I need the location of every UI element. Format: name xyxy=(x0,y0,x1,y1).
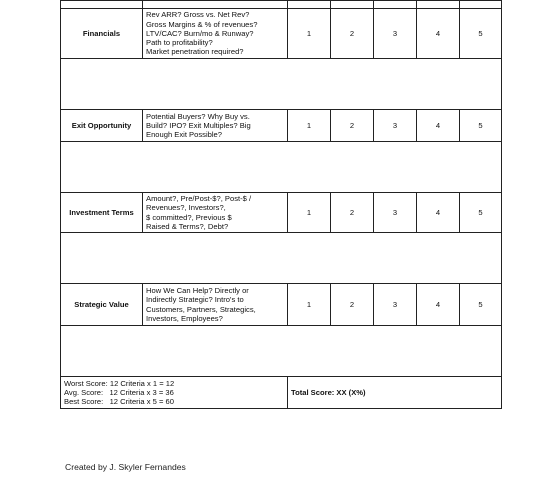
description-line: Build? IPO? Exit Multiples? Big xyxy=(146,120,251,130)
criteria-row-investment-terms xyxy=(61,193,502,233)
description-line: Potential Buyers? Why Buy vs. xyxy=(146,111,250,121)
criteria-description xyxy=(143,284,288,326)
notes-cell[interactable] xyxy=(61,59,502,110)
score-cell-3[interactable]: 3 xyxy=(374,193,417,233)
criteria-row-financials xyxy=(61,9,502,59)
description-line: Market penetration required? xyxy=(146,47,244,57)
score-cell-1[interactable]: 1 xyxy=(288,9,331,59)
description-line: Amount?, Pre/Post-$?, Post-$ / xyxy=(146,193,252,203)
description-line: LTV/CAC? Burn/mo & Runway? xyxy=(146,28,254,38)
description-line: Revenues?, Investors?, xyxy=(146,203,226,213)
notes-row-investment-terms xyxy=(61,233,502,284)
worst-score-text: Worst Score: 12 Criteria x 1 = 12 xyxy=(64,378,175,388)
score-cell-5[interactable]: 5 xyxy=(460,193,502,233)
score-cell-1[interactable]: 1 xyxy=(288,110,331,142)
criteria-label: Strategic Value xyxy=(61,284,143,326)
criteria-row-exit-opportunity xyxy=(61,110,502,142)
description-line: $ committed?, Previous $ xyxy=(146,212,232,222)
notes-row-financials xyxy=(61,59,502,110)
notes-cell[interactable] xyxy=(61,233,502,284)
description-line: How We Can Help? Directly or xyxy=(146,285,249,295)
score-cell-2[interactable]: 2 xyxy=(331,110,374,142)
best-score-text: Best Score: 12 Criteria x 5 = 60 xyxy=(64,397,174,407)
score-cell-4[interactable]: 4 xyxy=(417,110,460,142)
score-cell-1[interactable]: 1 xyxy=(288,193,331,233)
author-credit: Created by J. Skyler Fernandes xyxy=(65,462,186,472)
notes-row-strategic-value xyxy=(61,326,502,377)
criteria-label: Financials xyxy=(61,9,143,59)
description-line: Customers, Partners, Strategics, xyxy=(146,304,256,314)
description-line: Indirectly Strategic? Intro's to xyxy=(146,295,244,305)
score-cell-5[interactable]: 5 xyxy=(460,284,502,326)
score-cell-3[interactable]: 3 xyxy=(374,110,417,142)
notes-cell[interactable] xyxy=(61,326,502,377)
criteria-description xyxy=(143,110,288,142)
score-cell-1[interactable]: 1 xyxy=(288,284,331,326)
description-line: Path to profitability? xyxy=(146,38,213,48)
notes-cell[interactable] xyxy=(61,142,502,193)
score-cell-2[interactable]: 2 xyxy=(331,284,374,326)
top-border-row xyxy=(61,1,502,9)
criteria-label: Exit Opportunity xyxy=(61,110,143,142)
notes-row-exit-opportunity xyxy=(61,142,502,193)
score-cell-2[interactable]: 2 xyxy=(331,9,374,59)
avg-score-text: Avg. Score: 12 Criteria x 3 = 36 xyxy=(64,387,174,397)
score-cell-4[interactable]: 4 xyxy=(417,284,460,326)
score-cell-2[interactable]: 2 xyxy=(331,193,374,233)
score-cell-5[interactable]: 5 xyxy=(460,110,502,142)
score-cell-3[interactable]: 3 xyxy=(374,284,417,326)
description-line: Enough Exit Possible? xyxy=(146,130,222,140)
criteria-description xyxy=(143,193,288,233)
summary-row xyxy=(61,377,502,409)
score-range-summary xyxy=(61,377,288,409)
score-cell-4[interactable]: 4 xyxy=(417,9,460,59)
total-score: Total Score: XX (X%) xyxy=(288,377,502,409)
score-cell-3[interactable]: 3 xyxy=(374,9,417,59)
criteria-description xyxy=(143,9,288,59)
description-line: Gross Margins & % of revenues? xyxy=(146,19,258,29)
score-cell-4[interactable]: 4 xyxy=(417,193,460,233)
criteria-row-strategic-value xyxy=(61,284,502,326)
description-line: Rev ARR? Gross vs. Net Rev? xyxy=(146,10,250,20)
description-line: Raised & Terms?, Debt? xyxy=(146,221,229,231)
score-cell-5[interactable]: 5 xyxy=(460,9,502,59)
criteria-label: Investment Terms xyxy=(61,193,143,233)
scorecard-table xyxy=(60,0,502,409)
description-line: Investors, Employees? xyxy=(146,313,223,323)
